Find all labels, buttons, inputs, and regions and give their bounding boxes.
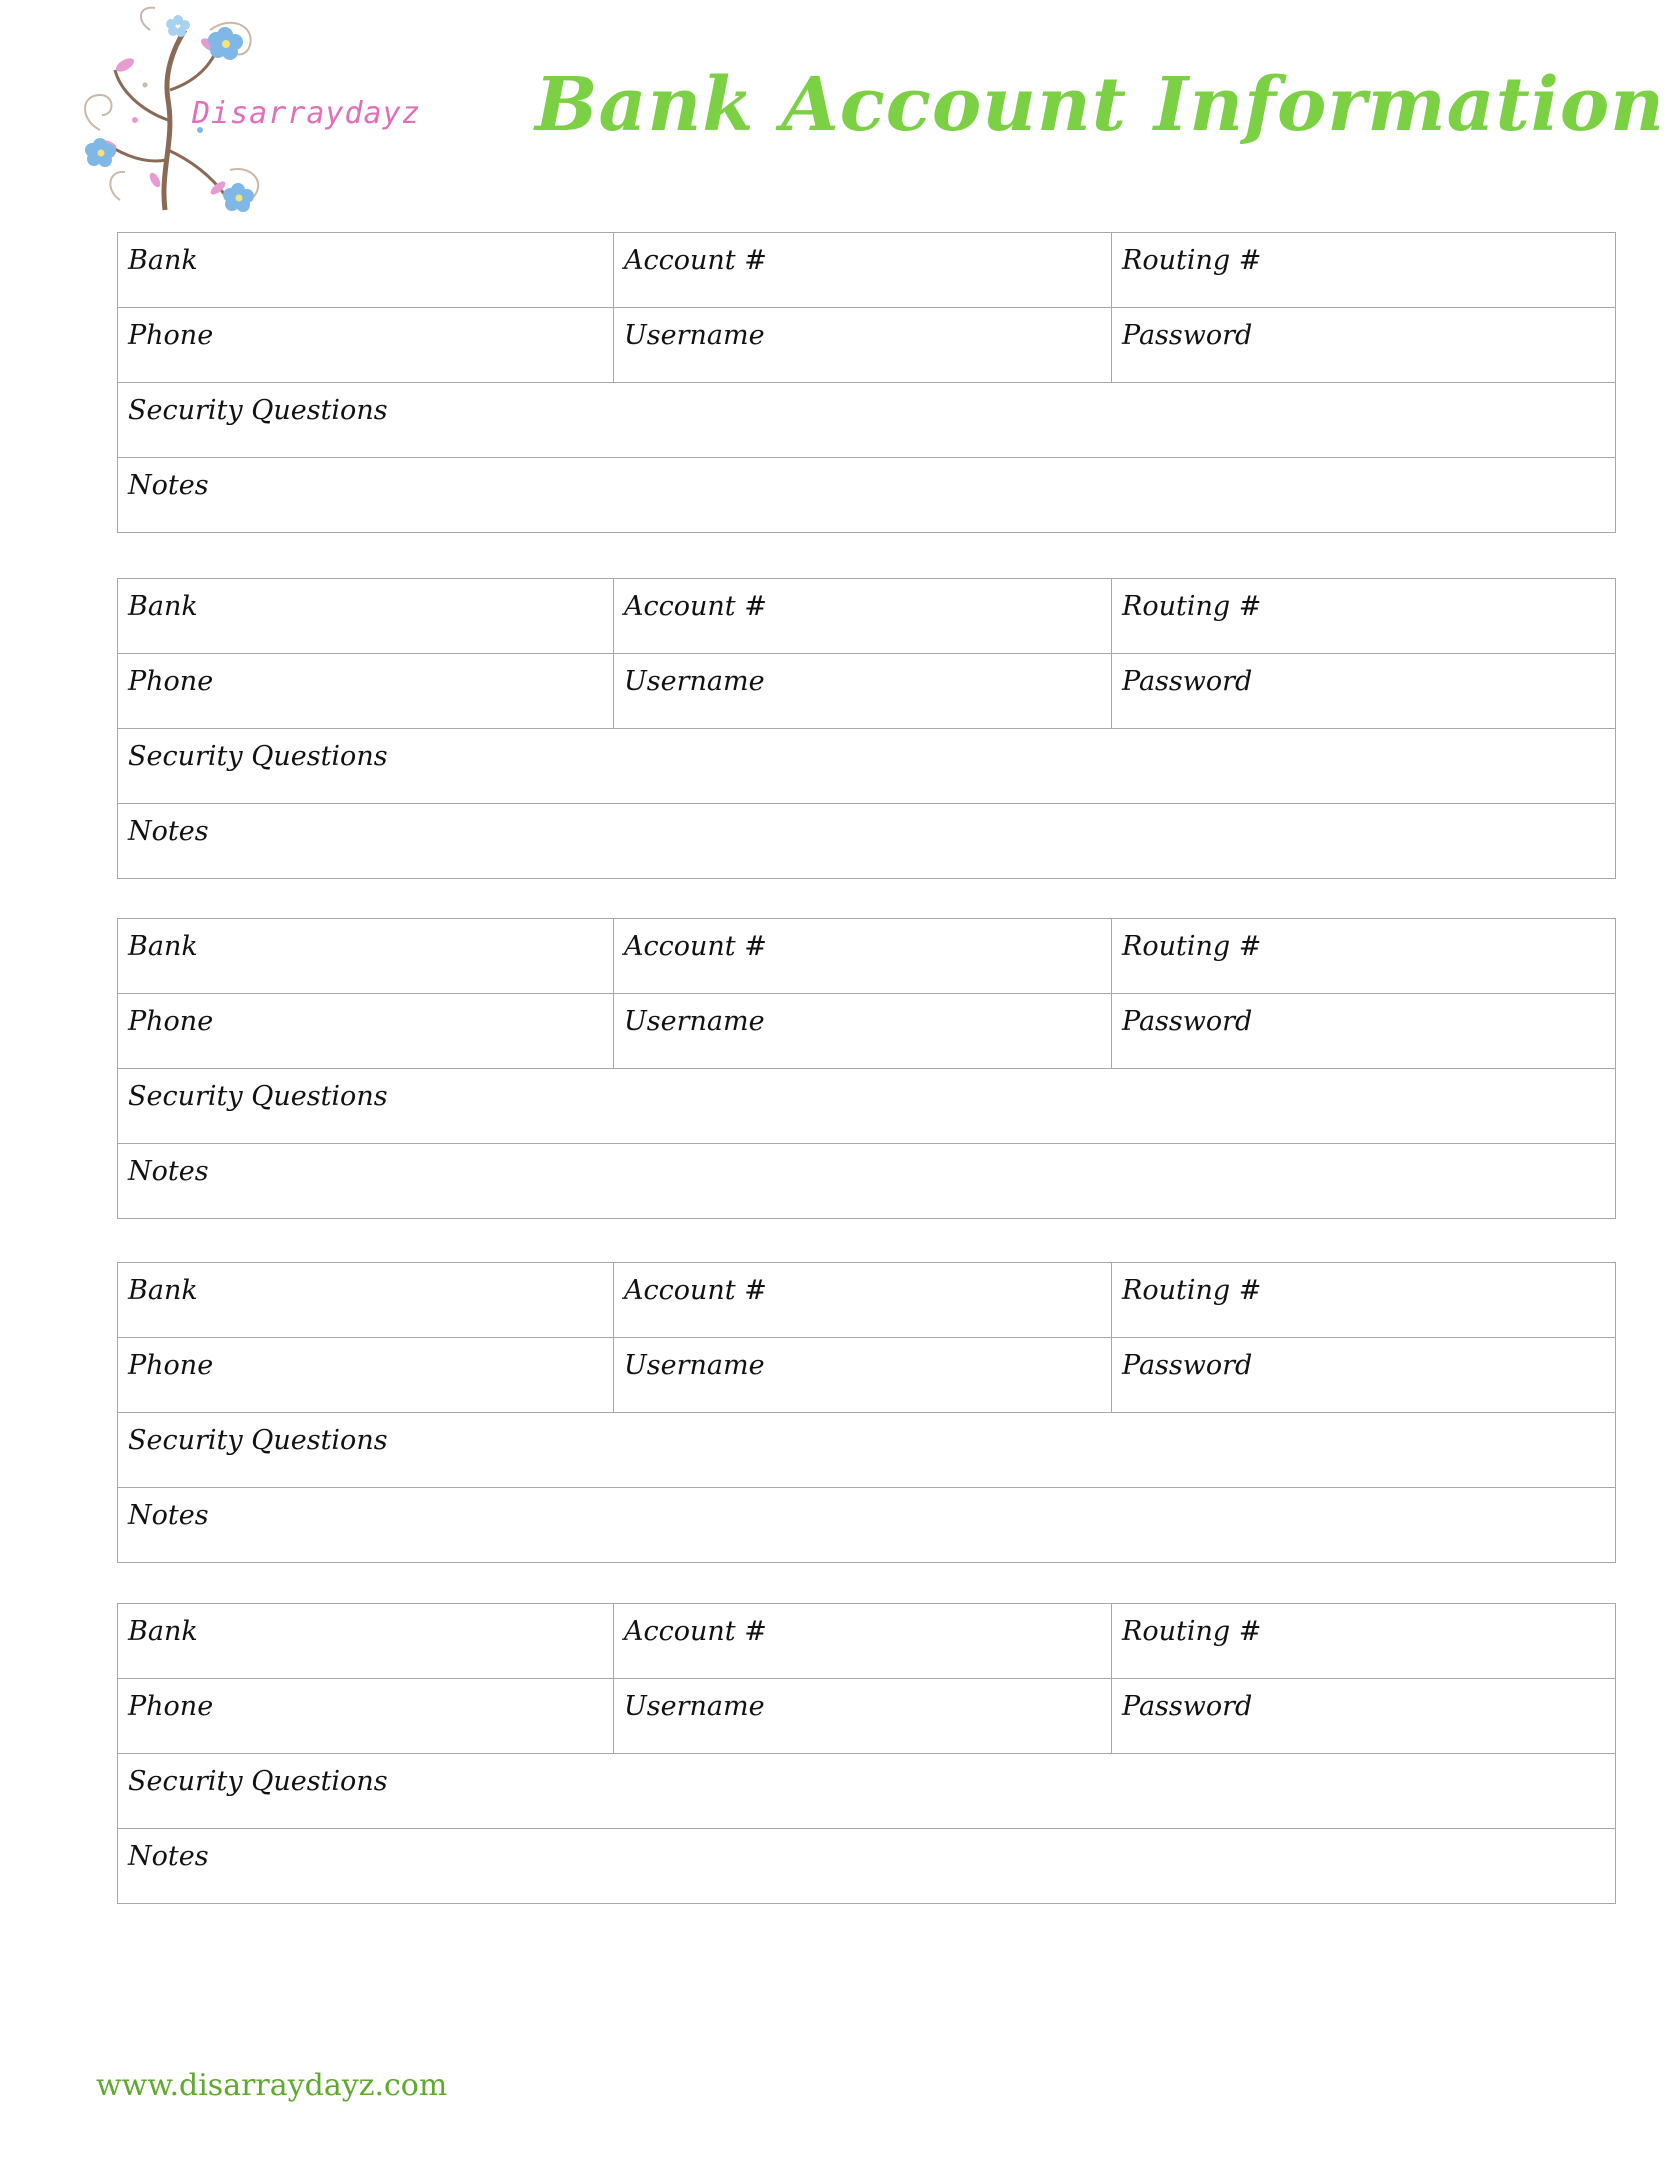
table-row <box>118 1413 1616 1488</box>
phone-field[interactable] <box>118 654 614 729</box>
notes-label: Notes <box>128 816 209 847</box>
table-row <box>118 1754 1616 1829</box>
password-label: Password <box>1122 320 1253 351</box>
password-field[interactable] <box>1112 308 1616 383</box>
table-row <box>118 233 1616 308</box>
logo <box>60 0 430 225</box>
notes-label: Notes <box>128 1500 209 1531</box>
table-row <box>118 1679 1616 1754</box>
account-number-label: Account # <box>624 931 767 962</box>
password-field[interactable] <box>1112 1679 1616 1754</box>
security-questions-field[interactable] <box>118 1754 1616 1829</box>
table-row <box>118 1069 1616 1144</box>
routing-number-label: Routing # <box>1122 1616 1262 1647</box>
bank-label: Bank <box>128 245 198 276</box>
phone-label: Phone <box>128 320 214 351</box>
account-block-3 <box>117 918 1616 1219</box>
account-block-1 <box>117 232 1616 533</box>
security-questions-field[interactable] <box>118 729 1616 804</box>
bank-label: Bank <box>128 1275 198 1306</box>
username-field[interactable] <box>614 994 1112 1069</box>
table-row <box>118 919 1616 994</box>
bank-field[interactable] <box>118 579 614 654</box>
notes-label: Notes <box>128 1156 209 1187</box>
username-field[interactable] <box>614 654 1112 729</box>
account-number-label: Account # <box>624 245 767 276</box>
table-row <box>118 654 1616 729</box>
table-row <box>118 1604 1616 1679</box>
table-row <box>118 729 1616 804</box>
notes-field[interactable] <box>118 1829 1616 1904</box>
account-number-label: Account # <box>624 1275 767 1306</box>
notes-field[interactable] <box>118 1144 1616 1219</box>
username-label: Username <box>624 1006 765 1037</box>
table-row <box>118 994 1616 1069</box>
table-row <box>118 458 1616 533</box>
routing-number-field[interactable] <box>1112 233 1616 308</box>
password-field[interactable] <box>1112 1338 1616 1413</box>
notes-label: Notes <box>128 1841 209 1872</box>
security-questions-label: Security Questions <box>128 1425 388 1456</box>
routing-number-label: Routing # <box>1122 245 1262 276</box>
security-questions-label: Security Questions <box>128 1081 388 1112</box>
account-number-field[interactable] <box>614 1604 1112 1679</box>
username-field[interactable] <box>614 308 1112 383</box>
account-number-field[interactable] <box>614 579 1112 654</box>
table-row <box>118 1829 1616 1904</box>
phone-field[interactable] <box>118 994 614 1069</box>
account-number-label: Account # <box>624 1616 767 1647</box>
table-row <box>118 1488 1616 1563</box>
phone-label: Phone <box>128 1691 214 1722</box>
password-label: Password <box>1122 1350 1253 1381</box>
notes-field[interactable] <box>118 458 1616 533</box>
phone-label: Phone <box>128 1006 214 1037</box>
account-number-label: Account # <box>624 591 767 622</box>
phone-field[interactable] <box>118 1679 614 1754</box>
account-block-4 <box>117 1262 1616 1563</box>
table-row <box>118 579 1616 654</box>
security-questions-label: Security Questions <box>128 1766 388 1797</box>
security-questions-field[interactable] <box>118 1413 1616 1488</box>
bank-field[interactable] <box>118 1263 614 1338</box>
notes-field[interactable] <box>118 804 1616 879</box>
page-title: Bank Account Information <box>535 62 1666 148</box>
password-label: Password <box>1122 1691 1253 1722</box>
table-row <box>118 308 1616 383</box>
security-questions-label: Security Questions <box>128 741 388 772</box>
routing-number-label: Routing # <box>1122 1275 1262 1306</box>
account-block-2 <box>117 578 1616 879</box>
phone-field[interactable] <box>118 308 614 383</box>
routing-number-label: Routing # <box>1122 591 1262 622</box>
security-questions-label: Security Questions <box>128 395 388 426</box>
password-label: Password <box>1122 1006 1253 1037</box>
security-questions-field[interactable] <box>118 1069 1616 1144</box>
bank-label: Bank <box>128 591 198 622</box>
routing-number-field[interactable] <box>1112 579 1616 654</box>
password-field[interactable] <box>1112 654 1616 729</box>
table-row <box>118 1338 1616 1413</box>
logo-text: Disarraydayz <box>192 96 421 131</box>
table-row <box>118 383 1616 458</box>
phone-label: Phone <box>128 666 214 697</box>
bank-field[interactable] <box>118 233 614 308</box>
username-field[interactable] <box>614 1679 1112 1754</box>
password-field[interactable] <box>1112 994 1616 1069</box>
security-questions-field[interactable] <box>118 383 1616 458</box>
routing-number-label: Routing # <box>1122 931 1262 962</box>
routing-number-field[interactable] <box>1112 1263 1616 1338</box>
username-label: Username <box>624 1691 765 1722</box>
footer-url[interactable]: www.disarraydayz.com <box>96 2068 448 2103</box>
bank-label: Bank <box>128 931 198 962</box>
routing-number-field[interactable] <box>1112 1604 1616 1679</box>
notes-field[interactable] <box>118 1488 1616 1563</box>
table-row <box>118 1144 1616 1219</box>
username-label: Username <box>624 666 765 697</box>
routing-number-field[interactable] <box>1112 919 1616 994</box>
password-label: Password <box>1122 666 1253 697</box>
notes-label: Notes <box>128 470 209 501</box>
table-row <box>118 1263 1616 1338</box>
account-number-field[interactable] <box>614 919 1112 994</box>
table-row <box>118 804 1616 879</box>
phone-field[interactable] <box>118 1338 614 1413</box>
account-block-5 <box>117 1603 1616 1904</box>
username-field[interactable] <box>614 1338 1112 1413</box>
account-number-field[interactable] <box>614 233 1112 308</box>
username-label: Username <box>624 320 765 351</box>
bank-field[interactable] <box>118 919 614 994</box>
bank-label: Bank <box>128 1616 198 1647</box>
account-number-field[interactable] <box>614 1263 1112 1338</box>
bank-field[interactable] <box>118 1604 614 1679</box>
phone-label: Phone <box>128 1350 214 1381</box>
username-label: Username <box>624 1350 765 1381</box>
